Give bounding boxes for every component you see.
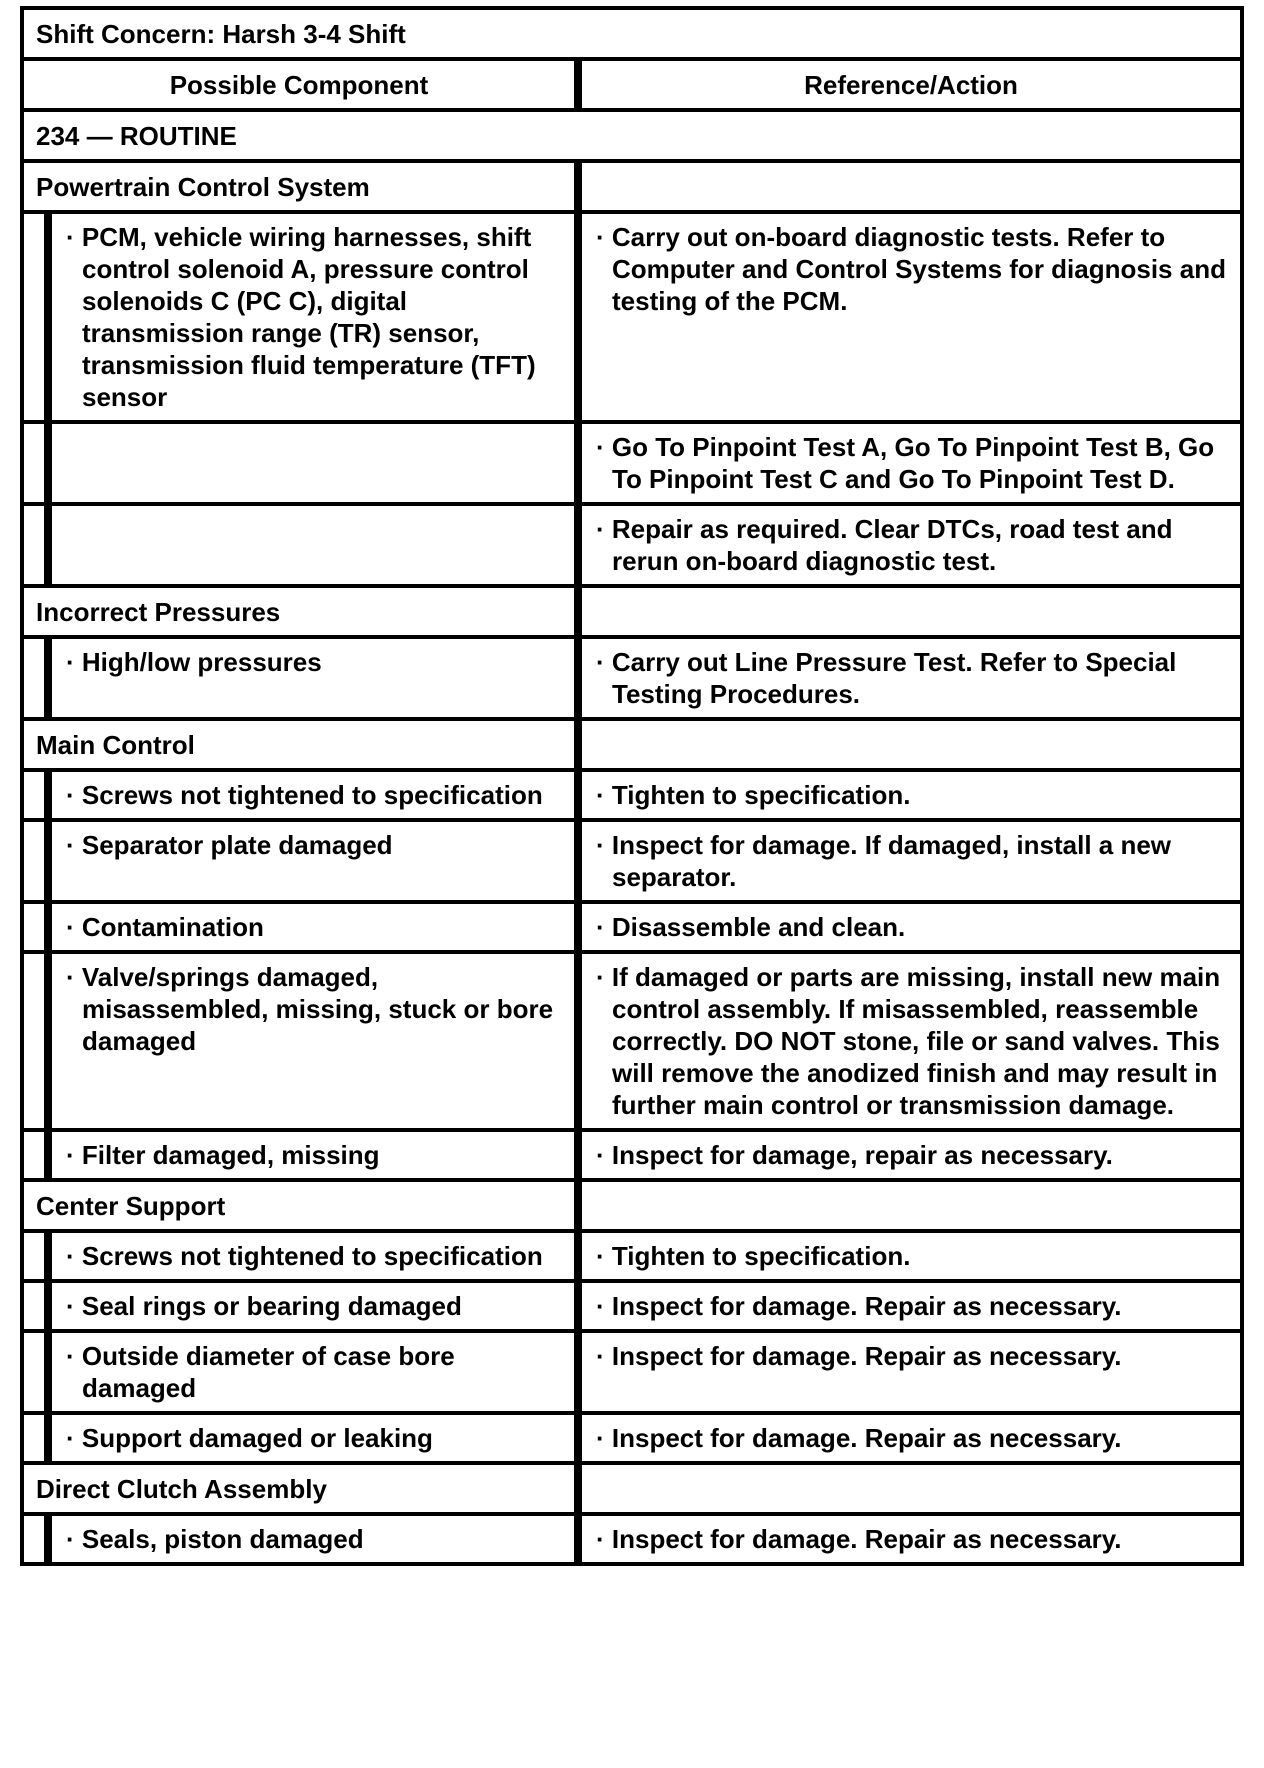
component-label: · Separator plate damaged — [66, 830, 393, 860]
column-header-component: Possible Component — [24, 61, 574, 108]
table-row — [24, 1233, 1240, 1279]
action-cell — [582, 506, 1240, 584]
table-row — [24, 954, 1240, 1128]
category-row — [24, 721, 1240, 768]
table-body — [24, 163, 1240, 1562]
component-text — [52, 1516, 574, 1562]
category-action-empty — [582, 588, 1240, 635]
action-label: · Repair as required. Clear DTCs, road test and rerun on-board diagnostic test. — [596, 514, 1173, 576]
indent-bar — [24, 506, 44, 584]
component-label: · Screws not tightened to specification — [66, 1241, 543, 1271]
component-text — [52, 639, 574, 717]
action-label: · Inspect for damage. Repair as necessary. — [596, 1341, 1122, 1371]
indent-bar — [24, 214, 44, 420]
category-label: Direct Clutch Assembly — [24, 1465, 574, 1512]
indent-bar — [24, 1283, 44, 1329]
category-label: Powertrain Control System — [24, 163, 574, 210]
routine-label: 234 — ROUTINE — [24, 112, 1240, 159]
component-label: · Seal rings or bearing damaged — [66, 1291, 462, 1321]
action-cell — [582, 424, 1240, 502]
component-text — [52, 1132, 574, 1178]
action-label: · Tighten to specification. — [596, 780, 911, 810]
action-label: · Inspect for damage. Repair as necessary. — [596, 1423, 1122, 1453]
component-label: · Filter damaged, missing — [66, 1140, 380, 1170]
category-row — [24, 1465, 1240, 1512]
table-row — [24, 639, 1240, 717]
title-row — [24, 10, 1240, 57]
action-label: · If damaged or parts are missing, install new main control assembly. If misassembled, reassemble correctly. DO NOT stone, file or sand valves. This will remove the anodized finish and may result in further main control or transmission damage. — [596, 962, 1221, 1120]
action-cell — [582, 954, 1240, 1128]
category-action-empty — [582, 163, 1240, 210]
action-label: · Tighten to specification. — [596, 1241, 911, 1271]
component-cell — [24, 506, 574, 584]
component-cell — [24, 1516, 574, 1562]
component-text — [52, 424, 574, 502]
action-label: · Inspect for damage. Repair as necessary. — [596, 1524, 1122, 1554]
indent-bar — [24, 1233, 44, 1279]
category-label: Main Control — [24, 721, 574, 768]
indent-bar — [24, 424, 44, 502]
action-cell — [582, 1333, 1240, 1411]
component-label: · Support damaged or leaking — [66, 1423, 433, 1453]
component-text — [52, 822, 574, 900]
table-row — [24, 822, 1240, 900]
diagnosis-table — [20, 6, 1244, 1566]
table-row — [24, 214, 1240, 420]
category-action-empty — [582, 721, 1240, 768]
action-cell — [582, 1233, 1240, 1279]
component-text — [52, 954, 574, 1128]
routine-row — [24, 112, 1240, 159]
component-cell — [24, 1283, 574, 1329]
category-label: Center Support — [24, 1182, 574, 1229]
component-text — [52, 1283, 574, 1329]
table-row — [24, 1132, 1240, 1178]
component-text — [52, 1233, 574, 1279]
component-text — [52, 506, 574, 584]
action-cell — [582, 1516, 1240, 1562]
action-cell — [582, 1283, 1240, 1329]
component-label: · Valve/springs damaged, misassembled, missing, stuck or bore damaged — [66, 962, 554, 1056]
action-label: · Disassemble and clean. — [596, 912, 906, 942]
table-title: Shift Concern: Harsh 3-4 Shift — [24, 10, 1240, 57]
indent-bar — [24, 772, 44, 818]
action-cell — [582, 1132, 1240, 1178]
component-label: · Outside diameter of case bore damaged — [66, 1341, 455, 1403]
component-label: · Contamination — [66, 912, 264, 942]
indent-bar — [24, 822, 44, 900]
table-row — [24, 1283, 1240, 1329]
component-text — [52, 904, 574, 950]
category-action-empty — [582, 1465, 1240, 1512]
indent-bar — [24, 904, 44, 950]
indent-bar — [24, 1333, 44, 1411]
component-cell — [24, 954, 574, 1128]
action-cell — [582, 214, 1240, 420]
action-label: · Go To Pinpoint Test A, Go To Pinpoint Test B, Go To Pinpoint Test C and Go To Pinpoint Test D. — [596, 432, 1215, 494]
indent-bar — [24, 639, 44, 717]
indent-bar — [24, 1415, 44, 1461]
category-action-empty — [582, 1182, 1240, 1229]
component-label: · Seals, piston damaged — [66, 1524, 364, 1554]
indent-bar — [24, 1132, 44, 1178]
action-label: · Inspect for damage, repair as necessary. — [596, 1140, 1113, 1170]
table-row — [24, 904, 1240, 950]
table-row — [24, 772, 1240, 818]
table-row — [24, 506, 1240, 584]
component-text — [52, 772, 574, 818]
indent-bar — [24, 954, 44, 1128]
action-cell — [582, 639, 1240, 717]
action-cell — [582, 904, 1240, 950]
component-cell — [24, 1233, 574, 1279]
component-cell — [24, 1333, 574, 1411]
component-cell — [24, 214, 574, 420]
component-cell — [24, 424, 574, 502]
category-label: Incorrect Pressures — [24, 588, 574, 635]
component-cell — [24, 772, 574, 818]
action-label: · Carry out on-board diagnostic tests. Refer to Computer and Control Systems for diagnosis and testing of the PCM. — [596, 222, 1226, 316]
component-cell — [24, 904, 574, 950]
table-row — [24, 1415, 1240, 1461]
header-row — [24, 61, 1240, 108]
category-row — [24, 588, 1240, 635]
action-label: · Inspect for damage. Repair as necessary. — [596, 1291, 1122, 1321]
action-cell — [582, 822, 1240, 900]
component-cell — [24, 639, 574, 717]
component-label: · PCM, vehicle wiring harnesses, shift control solenoid A, pressure control solenoids C (PC C), digital transmission range (TR) sensor, transmission fluid temperature (TFT) sensor — [66, 222, 536, 412]
category-row — [24, 1182, 1240, 1229]
component-label: · Screws not tightened to specification — [66, 780, 543, 810]
table-row — [24, 1516, 1240, 1562]
component-text — [52, 1415, 574, 1461]
component-text — [52, 1333, 574, 1411]
component-label: · High/low pressures — [66, 647, 322, 677]
component-text — [52, 214, 574, 420]
action-cell — [582, 772, 1240, 818]
action-label: · Inspect for damage. If damaged, install a new separator. — [596, 830, 1172, 892]
component-cell — [24, 1132, 574, 1178]
indent-bar — [24, 1516, 44, 1562]
column-header-action: Reference/Action — [582, 61, 1240, 108]
action-cell — [582, 1415, 1240, 1461]
table-row — [24, 424, 1240, 502]
action-label: · Carry out Line Pressure Test. Refer to Special Testing Procedures. — [596, 647, 1177, 709]
component-cell — [24, 822, 574, 900]
component-cell — [24, 1415, 574, 1461]
category-row — [24, 163, 1240, 210]
table-row — [24, 1333, 1240, 1411]
